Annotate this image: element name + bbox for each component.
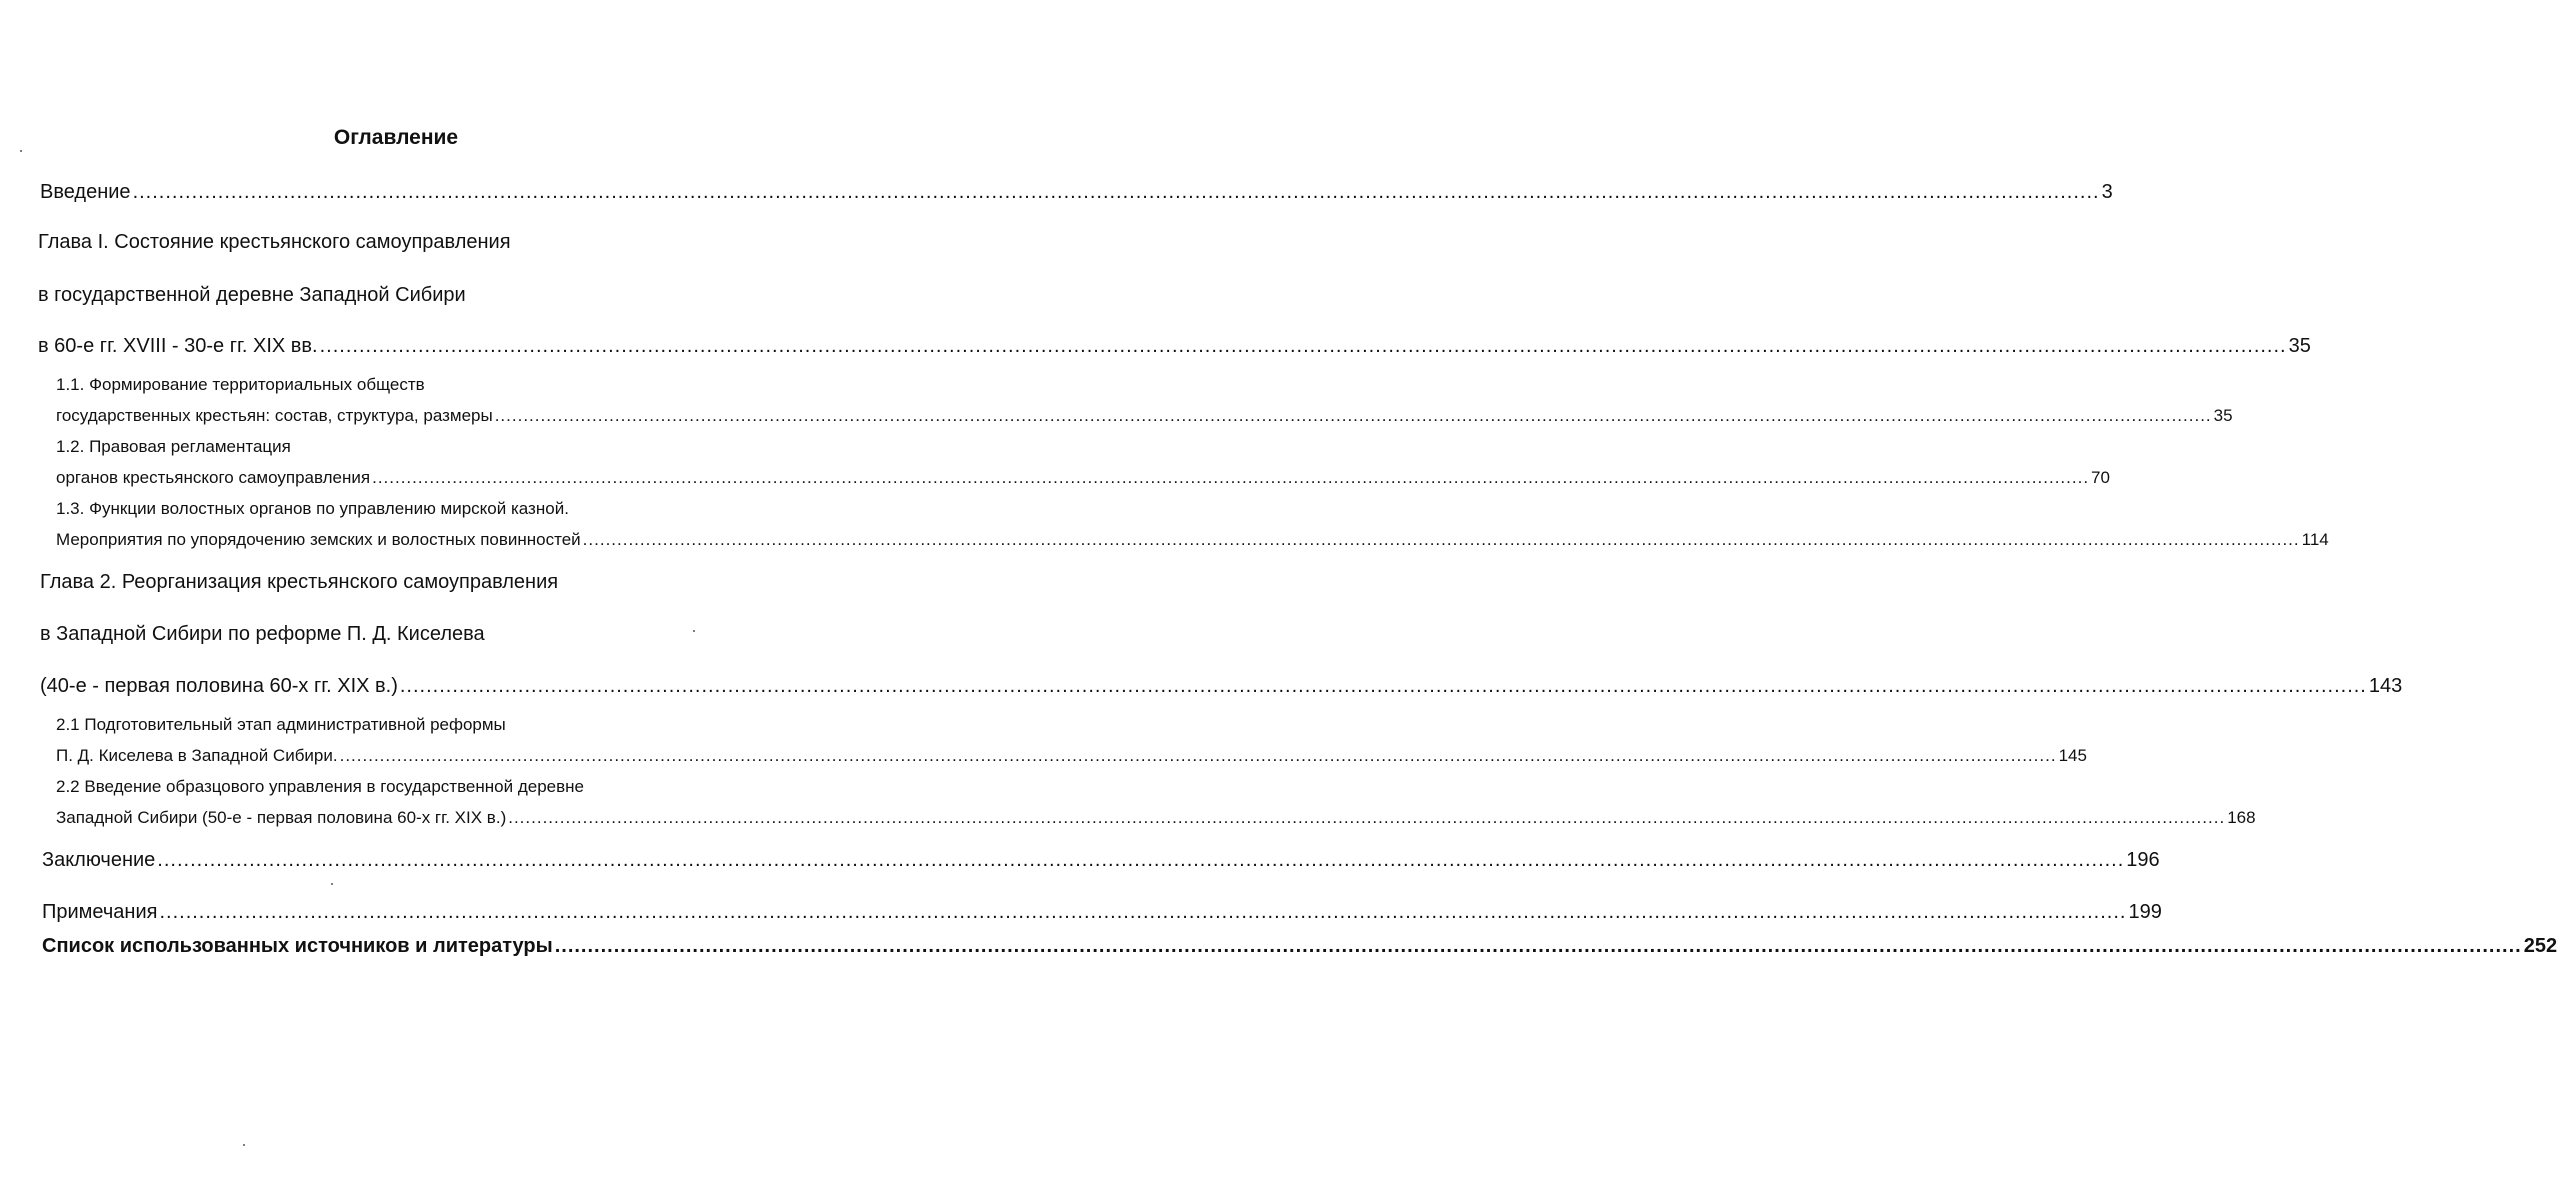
toc-section-1-1-line-1 — [56, 376, 425, 393]
toc-chapter-2-line-1 — [40, 572, 558, 592]
toc-entry-text: Мероприятия по упорядочению земских и волостных повинностей — [56, 530, 581, 549]
toc-chapter-2-line-3 — [40, 675, 2403, 697]
toc-entry-text: в 60-е гг. XVIII - 30-е гг. XIX вв. — [38, 335, 318, 357]
toc-page-number: 114 — [2301, 530, 2329, 549]
toc-entry-notes — [42, 901, 2162, 923]
toc-entry-text: Глава I. Состояние крестьянского самоуправления — [38, 231, 511, 253]
toc-page-number: 168 — [2227, 808, 2256, 827]
toc-section-2-2-line-2 — [56, 808, 2256, 827]
toc-entry-text: Заключение — [42, 849, 156, 871]
scan-speck — [331, 883, 333, 885]
toc-page-number: 35 — [2213, 406, 2233, 425]
toc-entry-introduction — [40, 181, 2113, 203]
toc-entry-text: Список использованных источников и литературы — [42, 935, 553, 957]
toc-entry-text: государственных крестьян: состав, структура, размеры — [56, 406, 493, 425]
toc-section-1-3-line-2 — [56, 530, 2329, 549]
toc-page-number: 252 — [2523, 935, 2557, 957]
toc-chapter-1-line-3 — [38, 335, 2311, 357]
toc-entry-text: в Западной Сибири по реформе П. Д. Киселева — [40, 623, 485, 645]
toc-entry-text: Примечания — [42, 901, 158, 923]
toc-section-2-1-line-2 — [56, 746, 2087, 765]
toc-section-1-1-line-2 — [56, 406, 2233, 425]
toc-entry-text: Введение — [40, 181, 131, 203]
toc-entry-text: Западной Сибири (50-е - первая половина 60-х гг. XIX в.) — [56, 808, 507, 827]
toc-page-number: 35 — [2288, 335, 2311, 357]
dot-leader: ............................................................................................................................................................................................................................................................................................................ — [319, 335, 2287, 357]
scan-speck — [243, 1144, 245, 1146]
toc-entry-text: в государственной деревне Западной Сибири — [38, 284, 466, 306]
toc-page-number: 145 — [2058, 746, 2087, 765]
dot-leader: ............................................................................................................................................................................................................................................................................................................ — [372, 468, 2090, 487]
toc-entry-text: 1.1. Формирование территориальных обществ — [56, 375, 425, 394]
toc-entry-text: 1.3. Функции волостных органов по управлению мирской казной. — [56, 499, 569, 518]
dot-leader: ............................................................................................................................................................................................................................................................................................................ — [582, 530, 2300, 549]
dot-leader: ............................................................................................................................................................................................................................................................................................................ — [159, 901, 2127, 923]
toc-title: Оглавление — [333, 126, 459, 149]
dot-leader: ............................................................................................................................................................................................................................................................................................................ — [132, 181, 2100, 203]
toc-page-number: 3 — [2101, 181, 2113, 203]
toc-section-1-3-line-1 — [56, 500, 569, 517]
toc-entry-text: П. Д. Киселева в Западной Сибири. — [56, 746, 338, 765]
dot-leader: ............................................................................................................................................................................................................................................................................................................ — [399, 675, 2367, 697]
toc-chapter-1-line-1 — [38, 232, 511, 252]
toc-section-2-1-line-1 — [56, 716, 506, 733]
toc-entry-sources — [42, 935, 2557, 957]
toc-section-2-2-line-1 — [56, 778, 584, 795]
dot-leader: ............................................................................................................................................................................................................................................................................................................ — [157, 849, 2125, 871]
toc-chapter-1-line-2 — [38, 285, 466, 305]
toc-page-number: 199 — [2128, 901, 2162, 923]
scan-speck — [20, 150, 22, 152]
toc-entry-text: 1.2. Правовая регламентация — [56, 437, 291, 456]
toc-page-number: 143 — [2368, 675, 2403, 697]
toc-entry-text: 2.1 Подготовительный этап административной реформы — [56, 715, 506, 734]
toc-section-1-2-line-1 — [56, 438, 291, 455]
dot-leader: ............................................................................................................................................................................................................................................................................................................ — [554, 935, 2522, 957]
dot-leader: ............................................................................................................................................................................................................................................................................................................ — [508, 808, 2226, 827]
toc-chapter-2-line-2 — [40, 624, 485, 644]
toc-entry-text: органов крестьянского самоуправления — [56, 468, 371, 487]
toc-page-number: 196 — [2126, 849, 2160, 871]
toc-section-1-2-line-2 — [56, 468, 2110, 487]
dot-leader: ............................................................................................................................................................................................................................................................................................................ — [494, 406, 2212, 425]
toc-entry-conclusion — [42, 849, 2160, 871]
dot-leader: ............................................................................................................................................................................................................................................................................................................ — [339, 746, 2057, 765]
scan-speck — [693, 630, 695, 632]
toc-entry-text: Глава 2. Реорганизация крестьянского самоуправления — [40, 571, 559, 593]
toc-entry-text: 2.2 Введение образцового управления в государственной деревне — [56, 777, 584, 796]
toc-page-number: 70 — [2091, 468, 2110, 487]
toc-entry-text: (40-е - первая половина 60-х гг. XIX в.) — [40, 675, 398, 697]
